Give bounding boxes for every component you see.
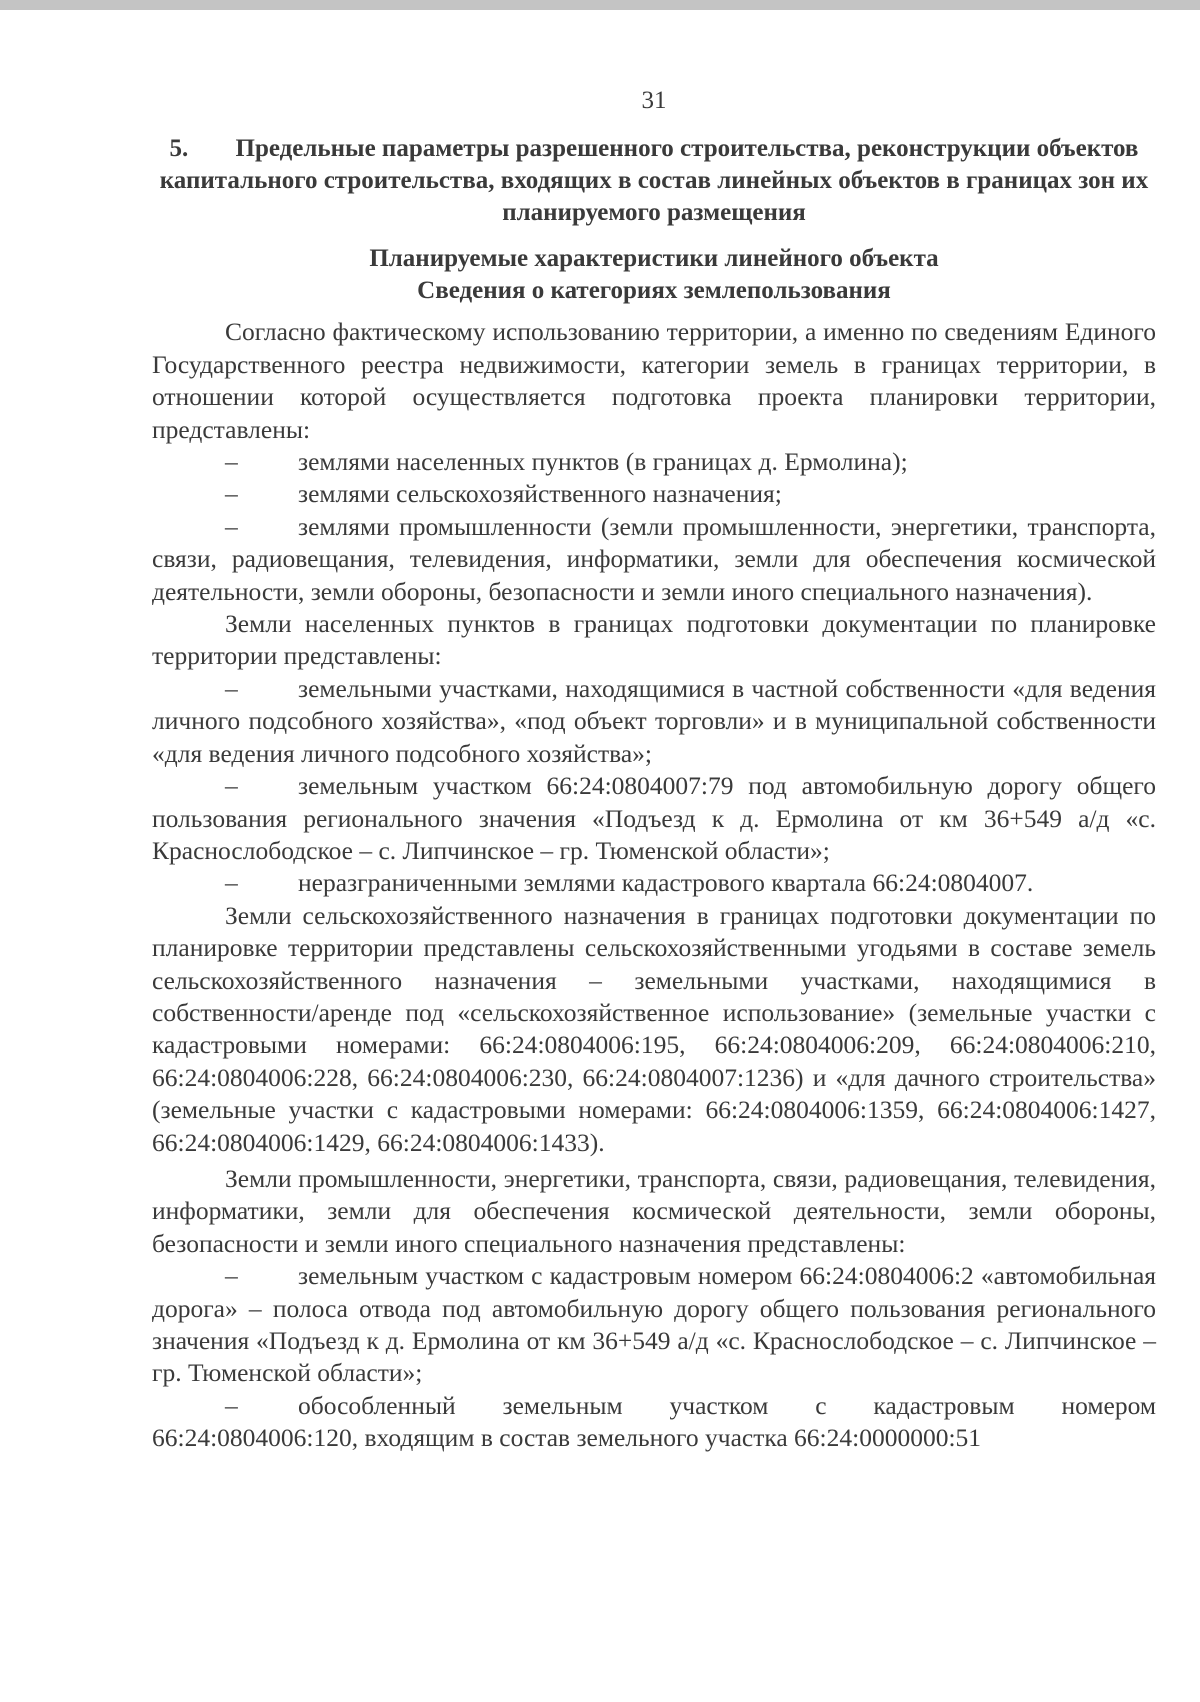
- section-number: 5.: [169, 135, 189, 163]
- page-number: 31: [641, 87, 667, 114]
- list-item-text: неразграниченными землями кадастрового квартала 66:24:0804007.: [298, 868, 1034, 898]
- list-item-text: землями населенных пунктов (в границах д. Ермолина);: [298, 447, 908, 477]
- scan-top-edge: [0, 0, 1200, 10]
- list-item: [152, 511, 1156, 608]
- dash: –: [225, 1261, 238, 1291]
- paragraph-1: Согласно фактическому использованию территории, а именно по сведениям Единого Государственного реестра недвижимости, категории земель в границах территории, в отношении которой осуществляется подготовка проекта планировки территории, представлены:: [152, 317, 1156, 444]
- list-item-text: обособленный земельным участком с кадастровым номером 66:24:0804006:120, входящим в состав земельного участка 66:24:0000000:51: [152, 1390, 1156, 1453]
- dash: –: [225, 868, 238, 898]
- section-heading: [152, 133, 1156, 229]
- section-title: Предельные параметры разрешенного строительства, реконструкции объектов капитального строительства, входящих в состав линейных объектов в границах зон их планируемого размещения: [159, 135, 1149, 227]
- list-item-text: земельным участком с кадастровым номером 66:24:0804006:2 «автомобильная дорога» – полоса отвода под автомобильную дорогу общего пользования регионального значения «Подъезд к д. Ермолина от км 36+549 а/д «с. Краснослободское – с. Липчинское – гр. Тюменской области»;: [152, 1261, 1156, 1388]
- dash: –: [225, 511, 238, 541]
- list-item: [152, 1260, 1156, 1390]
- list-item-text: земельным участком 66:24:0804007:79 под автомобильную дорогу общего пользования регионального значения «Подъезд к д. Ермолина от км 36+549 а/д «с. Краснослободское – с. Липчинское – гр. Тюменской области»;: [152, 771, 1156, 865]
- dash: –: [225, 479, 238, 509]
- dash: –: [225, 771, 238, 801]
- list-item: [152, 1390, 1156, 1455]
- list-item-text: землями сельскохозяйственного назначения;: [298, 479, 782, 509]
- list-item: [152, 478, 1156, 510]
- list-item-text: земельными участками, находящимися в частной собственности «для ведения личного подсобного хозяйства», «под объект торговли» и в муниципальной собственности «для ведения личного подсобного хозяйства»;: [152, 673, 1156, 768]
- subheading: [152, 243, 1156, 307]
- dash: –: [225, 1390, 238, 1420]
- list-item: [152, 867, 1156, 899]
- paragraph-2: Земли населенных пунктов в границах подготовки документации по планировке территории представлены:: [152, 609, 1156, 671]
- list-item: [152, 673, 1156, 770]
- subheading-line-1: Планируемые характеристики линейного объекта: [369, 245, 939, 273]
- subheading-line-2: Сведения о категориях землепользования: [417, 277, 891, 305]
- list-item: [152, 446, 1156, 478]
- paragraph-4: Земли промышленности, энергетики, транспорта, связи, радиовещания, телевидения, информатики, земли для обеспечения космической деятельности, земли обороны, безопасности и земли иного специального назначения представлены:: [152, 1163, 1156, 1258]
- paragraph-3: Земли сельскохозяйственного назначения в границах подготовки документации по планировке территории представлены сельскохозяйственными угодьями в составе земель сельскохозяйственного назначения – земельными участками, находящимися в собственности/аренде под «сельскохозяйственное использование» (земельные участки с кадастровыми номерами: 66:24:0804006:195, 66:24:0804006:209, 66:24:0804006:210, 66:24:0804006:228, 66:24:0804006:230, 66:24:0804007:1236) и «для дачного строительства» (земельные участки с кадастровыми номерами: 66:24:0804006:1359, 66:24:0804006:1427, 66:24:0804006:1429, 66:24:0804006:1433).: [152, 900, 1156, 1157]
- list-item-text: землями промышленности (земли промышленности, энергетики, транспорта, связи, радиовещания, телевидения, информатики, земли для обеспечения космической деятельности, земли обороны, безопасности и земли иного специального назначения).: [152, 511, 1156, 606]
- document-page: [152, 85, 1156, 1455]
- list-item: [152, 770, 1156, 867]
- dash: –: [225, 447, 238, 477]
- dash: –: [225, 673, 238, 703]
